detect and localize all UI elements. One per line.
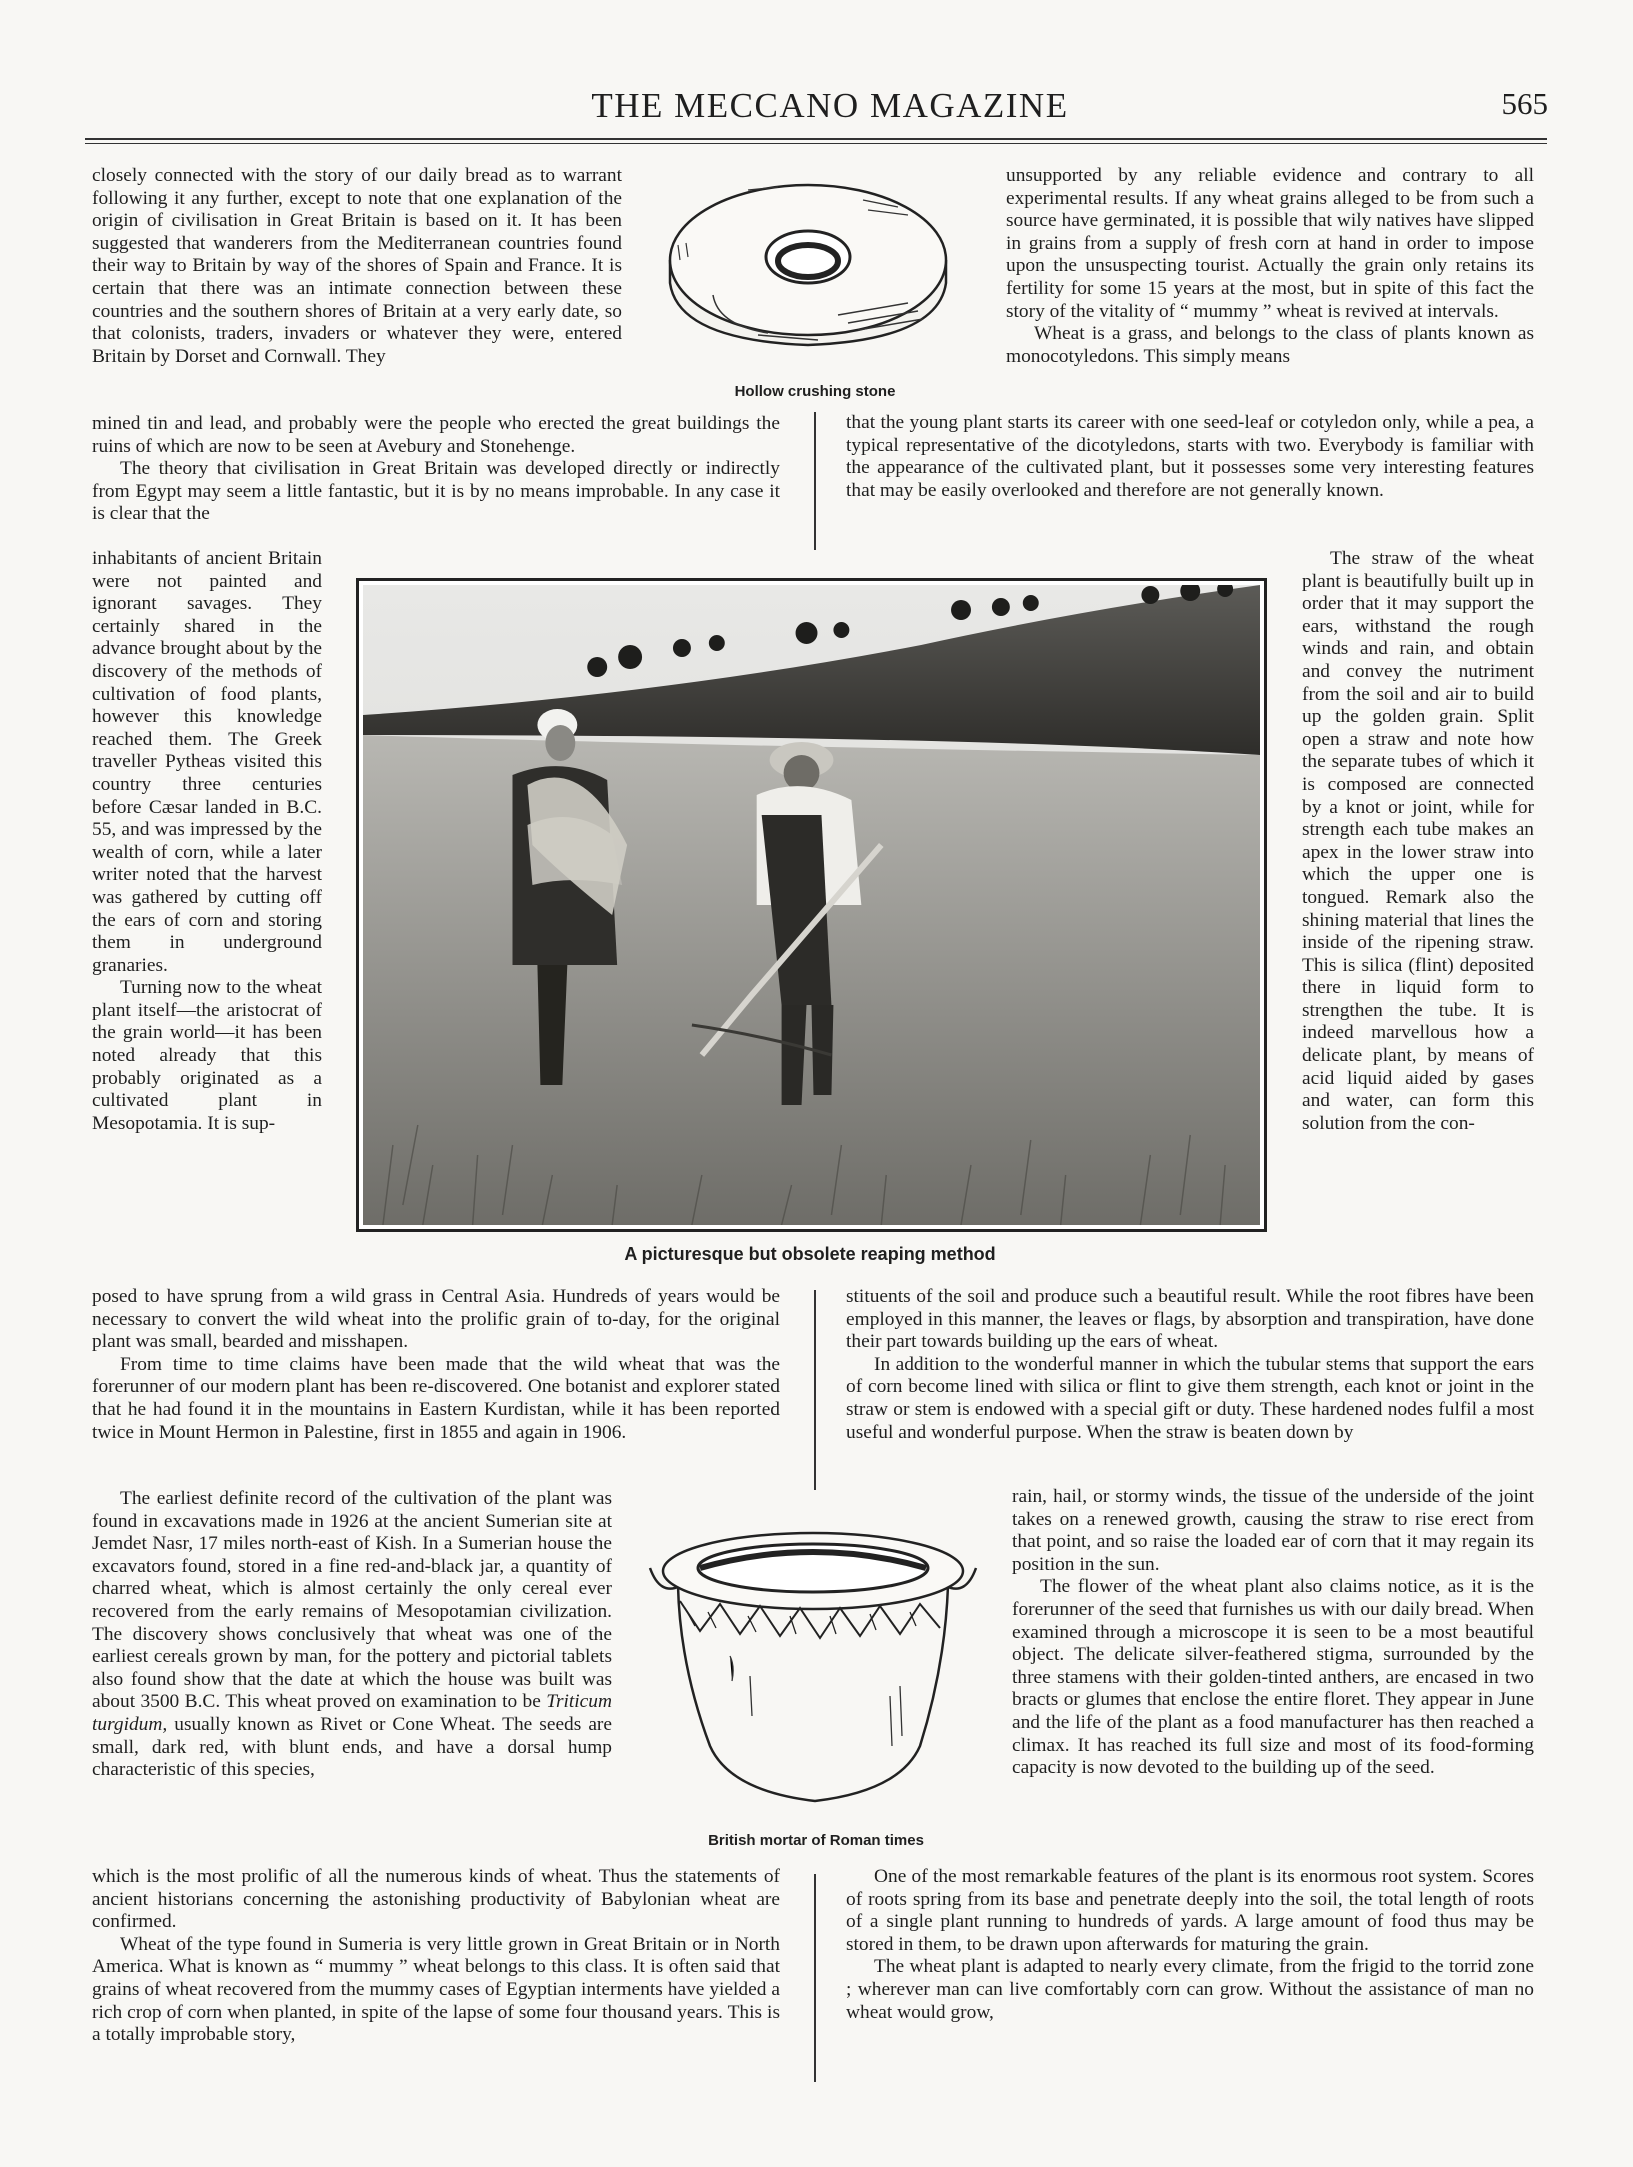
column-divider-bottom — [814, 1874, 816, 2082]
left-text-bottom — [92, 1866, 780, 2086]
left-paragraph-7 — [92, 1488, 612, 1782]
right-text-bottom — [846, 1866, 1534, 2086]
right-paragraph-1: unsupported by any reliable evidence and contrary to all experimental results. If any wheat grains alleged to be from such a source have germinated, it is possible that wily natives have slipped in grains from a supply of fresh corn at hand in order to impose upon the unsuspecting tourist. Actually the grain only retains its fertility for some 15 years at the most, but in spite of this fact the story of the vitality of “ mummy ” wheat is revived at intervals. — [1006, 165, 1534, 322]
left-paragraph-5: posed to have sprung from a wild grass in Central Asia. Hundreds of years would be necessary to convert the wild wheat into the prolific grain of to-day, for the original plant was small, bearded and misshapen. — [92, 1286, 780, 1353]
species-name: Triticum turgidum, — [92, 1691, 612, 1735]
page-number: 565 — [1501, 86, 1548, 121]
left-text-middle — [92, 1286, 780, 1492]
left-paragraph-7-tail: usually known as Rivet or Cone Wheat. The seeds are small, dark red, with blunt ends, and have a dorsal hump characteristic of this species, — [92, 1713, 612, 1781]
left-paragraph-2: The theory that civilisation in Great Britain was developed directly or indirectly from Egypt may seem a little fantastic, but it is by no means improbable. In any case it is clear that the — [92, 458, 780, 525]
reaping-photo — [356, 578, 1267, 1232]
left-paragraph-6: From time to time claims have been made that the wild wheat that was the forerunner of our modern plant has been re-discovered. One botanist and explorer stated that he had found it in the mountains in Eastern Kurdistan, while it has been reported twice in Mount Hermon in Palestine, first in 1855 and again in 1906. — [92, 1353, 780, 1443]
left-paragraph-3: inhabitants of ancient Britain were not painted and ignorant savages. They certainly shared in the advance brought about by the discovery of the methods of cultivation of food plants, however this knowledge reached them. The Greek traveller Pytheas visited this country three centuries before Cæsar landed in B.C. 55, and was impressed by the wealth of corn, while a later writer noted that the harvest was gathered by cutting off the ears of corn and storing them in underground granaries. — [92, 548, 322, 976]
left-paragraph-1a: closely connected with the story of our daily bread as to warrant following it any further, except to note that one explanation of the origin of civilisation in Great Britain is based on it. It has been suggested that wanderers from the Mediterranean countries found their way to Britain by way of the shores of Spain and France. It is certain that there was an intimate connection between these countries and the southern shores of Britain at a very early date, so that colonists, traders, invaders or whatever they were, entered Britain by Dorset and Cornwall. They — [92, 165, 622, 367]
right-text-middle — [846, 1286, 1534, 1496]
mortar-illustration — [640, 1516, 986, 1816]
right-paragraph-6: rain, hail, or stormy winds, the tissue of the underside of the joint takes on a renewed growth, causing the straw to rise erect from that point, and so raise the loaded ear of corn that it may regain its position in the sun. — [1012, 1486, 1534, 1575]
header-rule — [85, 138, 1547, 140]
right-paragraph-4: stituents of the soil and produce such a beautiful result. While the root fibres have been employed in this manner, the leaves or flags, by absorption and transpiration, have done their part towards building up the ears of wheat. — [846, 1286, 1534, 1353]
right-paragraph-2b: that the young plant starts its career with one seed-leaf or cotyledon only, while a pea, a typical representative of the dicotyledons, starts with two. Everybody is familiar with the appearance of the cultivated plant, but it possesses some very interesting features that may be easily overlooked and therefore are not generally known. — [846, 412, 1534, 501]
left-paragraph-7-text: The earliest definite record of the cultivation of the plant was found in excavations made in 1926 at the ancient Sumerian site at Jemdet Nasr, 17 miles north-east of Kish. In a Sumerian house the excavators found, stored in a fine red-and-black jar, a quantity of charred wheat, which is almost certainly the only cereal ever recovered from the early remains of Mesopotamian civilization. The discovery shows conclusively that wheat was one of the earliest cereals grown by man, for the pottery and pictorial tablets also found show that the date at which the house was built was about 3500 B.C. This wheat proved on examination to be — [92, 1488, 612, 1713]
left-text-lower-wrap — [92, 1488, 612, 1872]
right-paragraph-9: The wheat plant is adapted to nearly every climate, from the frigid to the torrid zone ; wherever man can live comfortably corn can grow. Without the assistance of man no wheat would grow, — [846, 1956, 1534, 2023]
left-text-top-full — [92, 413, 780, 553]
right-text-narrow — [1302, 548, 1534, 1296]
right-text-lower-wrap — [1012, 1486, 1534, 1870]
crushing-stone-illustration — [658, 165, 958, 365]
right-text-top-wrap — [1006, 165, 1534, 395]
right-paragraph-5: In addition to the wonderful manner in which the tubular stems that support the ears of corn become lined with silica or flint to give them strength, each knot or joint in the straw or stem is endowed with a special gift or duty. These hardened nodes fulfil a most useful and wonderful purpose. When the straw is beaten down by — [846, 1353, 1534, 1443]
header-rule-thin — [85, 143, 1547, 144]
left-paragraph-9: Wheat of the type found in Sumeria is very little grown in Great Britain or in North America. What is known as “ mummy ” wheat belongs to this class. It is often said that grains of wheat recovered from the mummy cases of Egyptian interments have yielded a rich crop of corn when planted, in spite of the lapse of some four thousand years. This is a totally improbable story, — [92, 1933, 780, 2046]
right-paragraph-2a: Wheat is a grass, and belongs to the class of plants known as monocotyledons. This simply means — [1006, 323, 1534, 367]
right-paragraph-3: The straw of the wheat plant is beautifully built up in order that it may support the ears, withstand the rough winds and rain, and obtain and convey the nutriment from the soil and air to build up the golden grain. Split open a straw and note how the separate tubes of which it is composed are connected by a knot or joint, while for strength each tube makes an apex in the lower straw into which the upper one is tongued. Remark also the shining material that lines the inside of the ripening straw. This is silica (flint) deposited there in liquid form to strengthen the tube. It is indeed marvellous how a delicate plant, by means of acid liquid aided by gases and water, can form this solution from the con- — [1302, 548, 1534, 1134]
column-divider-middle — [814, 1290, 816, 1490]
right-paragraph-7: The flower of the wheat plant also claims notice, as it is the forerunner of the seed that furnishes us with our daily bread. When examined through a microscope it is seen to be a most beautiful object. The delicate silver-feathered stigma, surrounded by the three stamens with their golden-tinted anthers, are encased in two bracts or glumes that enclose the entire floret. They appear in June and the life of the plant as a food manufacturer has then reached a climax. It has reached its full size and most of its food-forming capacity is now devoted to the building up of the seed. — [1012, 1576, 1534, 1779]
column-divider-top — [814, 412, 816, 550]
left-paragraph-8: which is the most prolific of all the numerous kinds of wheat. Thus the statements of ancient historians concerning the astonishing productivity of Babylonian wheat are confirmed. — [92, 1866, 780, 1933]
right-paragraph-8: One of the most remarkable features of the plant is its enormous root system. Scores of roots spring from its base and penetrate deeply into the soil, the total length of roots of a single plant running to hundreds of yards. A large amount of food thus may be stored in them, to be drawn upon afterwards for maturing the grain. — [846, 1866, 1534, 1955]
left-text-top-wrap — [92, 165, 622, 415]
magazine-title: THE MECCANO MAGAZINE — [591, 86, 1069, 125]
left-paragraph-1b: mined tin and lead, and probably were the people who erected the great buildings the ruins of which are now to be seen at Avebury and Stonehenge. — [92, 413, 780, 457]
caption-mortar: British mortar of Roman times — [708, 1832, 924, 1849]
left-paragraph-4: Turning now to the wheat plant itself—the aristocrat of the grain world—it has been noted already that this probably originated as a cultivated plant in Mesopotamia. It is sup- — [92, 977, 322, 1134]
caption-photo: A picturesque but obsolete reaping method — [624, 1244, 996, 1264]
left-text-narrow — [92, 548, 322, 1296]
caption-crushing-stone: Hollow crushing stone — [734, 383, 896, 400]
right-text-top-full — [846, 412, 1534, 552]
